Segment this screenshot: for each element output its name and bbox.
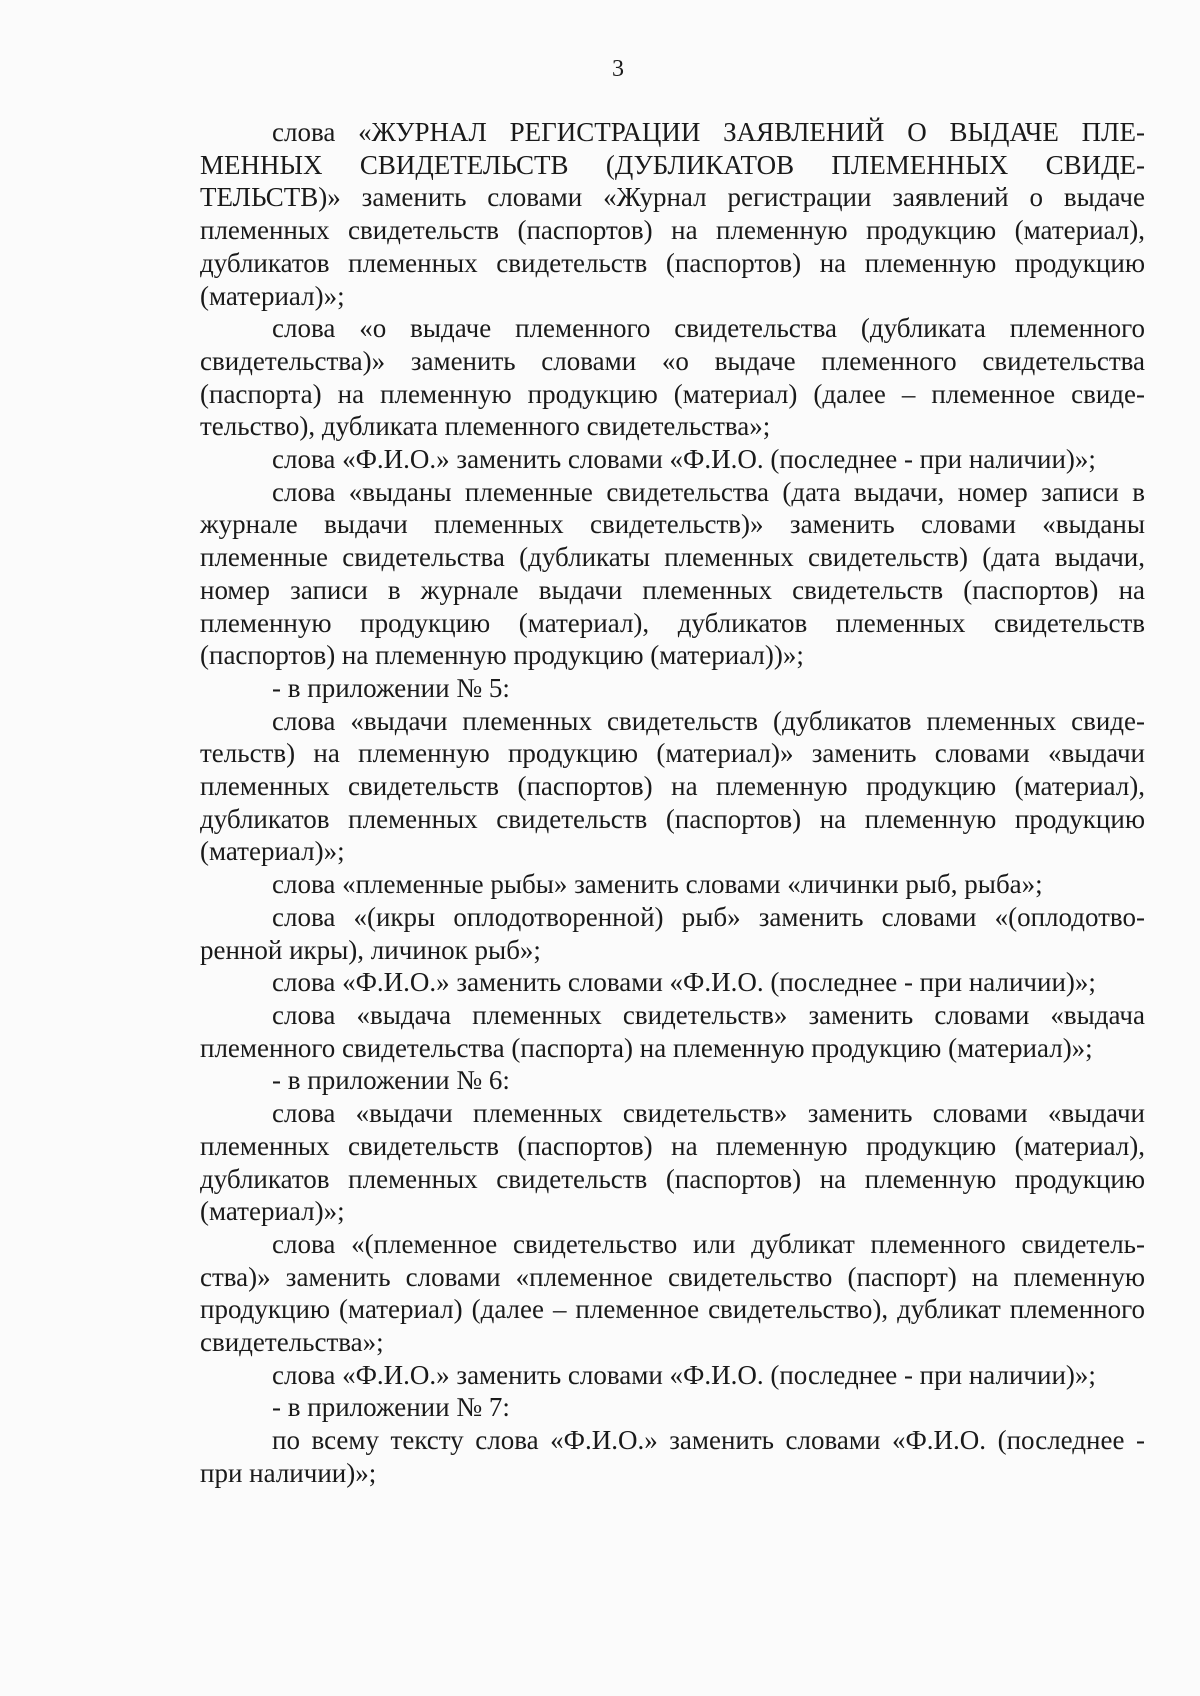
page-number: 3: [612, 56, 624, 82]
paragraph: - в приложении № 6:: [272, 1065, 510, 1096]
paragraph: слова «о выдаче племенного свидетельства (дубликата племенного свидетельства)» заменить словами «о выдаче племенного свидетельства (паспорта) на племенную продукцию (материал) (далее – племенное свидетельство), дубликата племенного свидетельства»;: [200, 313, 1145, 442]
paragraph: слова «(племенное свидетельство или дубликат племенного свидетельства)» заменить словами «племенное свидетельство (паспорт) на племенную продукцию (материал) (далее – племенное свидетельство), дубликат племенного свидетельства»;: [200, 1228, 1145, 1358]
paragraph: слова «выдача племенных свидетельств» заменить словами «выдача племенного свидетельства (паспорта) на племенную продукцию (материал)»;: [200, 999, 1145, 1063]
paragraph: слова «племенные рыбы» заменить словами «личинки рыб, рыба»;: [272, 869, 1043, 900]
paragraph: слова «Ф.И.О.» заменить словами «Ф.И.О. (последнее - при наличии)»;: [272, 1359, 1096, 1390]
paragraph: слова «(икры оплодотворенной) рыб» заменить словами «(оплодотворенной икры), личинок рыб»;: [200, 901, 1145, 965]
paragraph: слова «выдачи племенных свидетельств» заменить словами «выдачи племенных свидетельств (паспортов) на племенную продукцию (материал), дубликатов племенных свидетельств (паспортов) на племенную продукцию (материал)»;: [200, 1098, 1145, 1227]
paragraph: - в приложении № 5:: [272, 672, 510, 703]
paragraph: слова «ЖУРНАЛ РЕГИСТРАЦИИ ЗАЯВЛЕНИЙ О ВЫДАЧЕ ПЛЕМЕННЫХ СВИДЕТЕЛЬСТВ (ДУБЛИКАТОВ ПЛЕМЕННЫХ СВИДЕТЕЛЬСТВ)» заменить словами «Журнал регистрации заявлений о выдаче племенных свидетельств (паспортов) на племенную продукцию (материал), дубликатов племенных свидетельств (паспортов) на племенную продукцию (материал)»;: [200, 117, 1145, 311]
paragraph: слова «выданы племенные свидетельства (дата выдачи, номер записи в журнале выдачи племенных свидетельств)» заменить словами «выданы племенные свидетельства (дубликаты племенных свидетельств) (дата выдачи, номер записи в журнале выдачи племенных свидетельств (паспортов) на племенную продукцию (материал), дубликатов племенных свидетельств (паспортов) на племенную продукцию (материал))»;: [200, 476, 1145, 671]
document-body: [200, 116, 1145, 1490]
paragraph: по всему тексту слова «Ф.И.О.» заменить словами «Ф.И.О. (последнее - при наличии)»;: [200, 1425, 1145, 1488]
paragraph: слова «выдачи племенных свидетельств (дубликатов племенных свидетельств) на племенную продукцию (материал)» заменить словами «выдачи племенных свидетельств (паспортов) на племенную продукцию (материал), дубликатов племенных свидетельств (паспортов) на племенную продукцию (материал)»;: [200, 705, 1145, 867]
paragraph: - в приложении № 7:: [272, 1392, 510, 1423]
paragraph: слова «Ф.И.О.» заменить словами «Ф.И.О. (последнее - при наличии)»;: [272, 967, 1096, 998]
paragraph: слова «Ф.И.О.» заменить словами «Ф.И.О. (последнее - при наличии)»;: [272, 444, 1096, 475]
